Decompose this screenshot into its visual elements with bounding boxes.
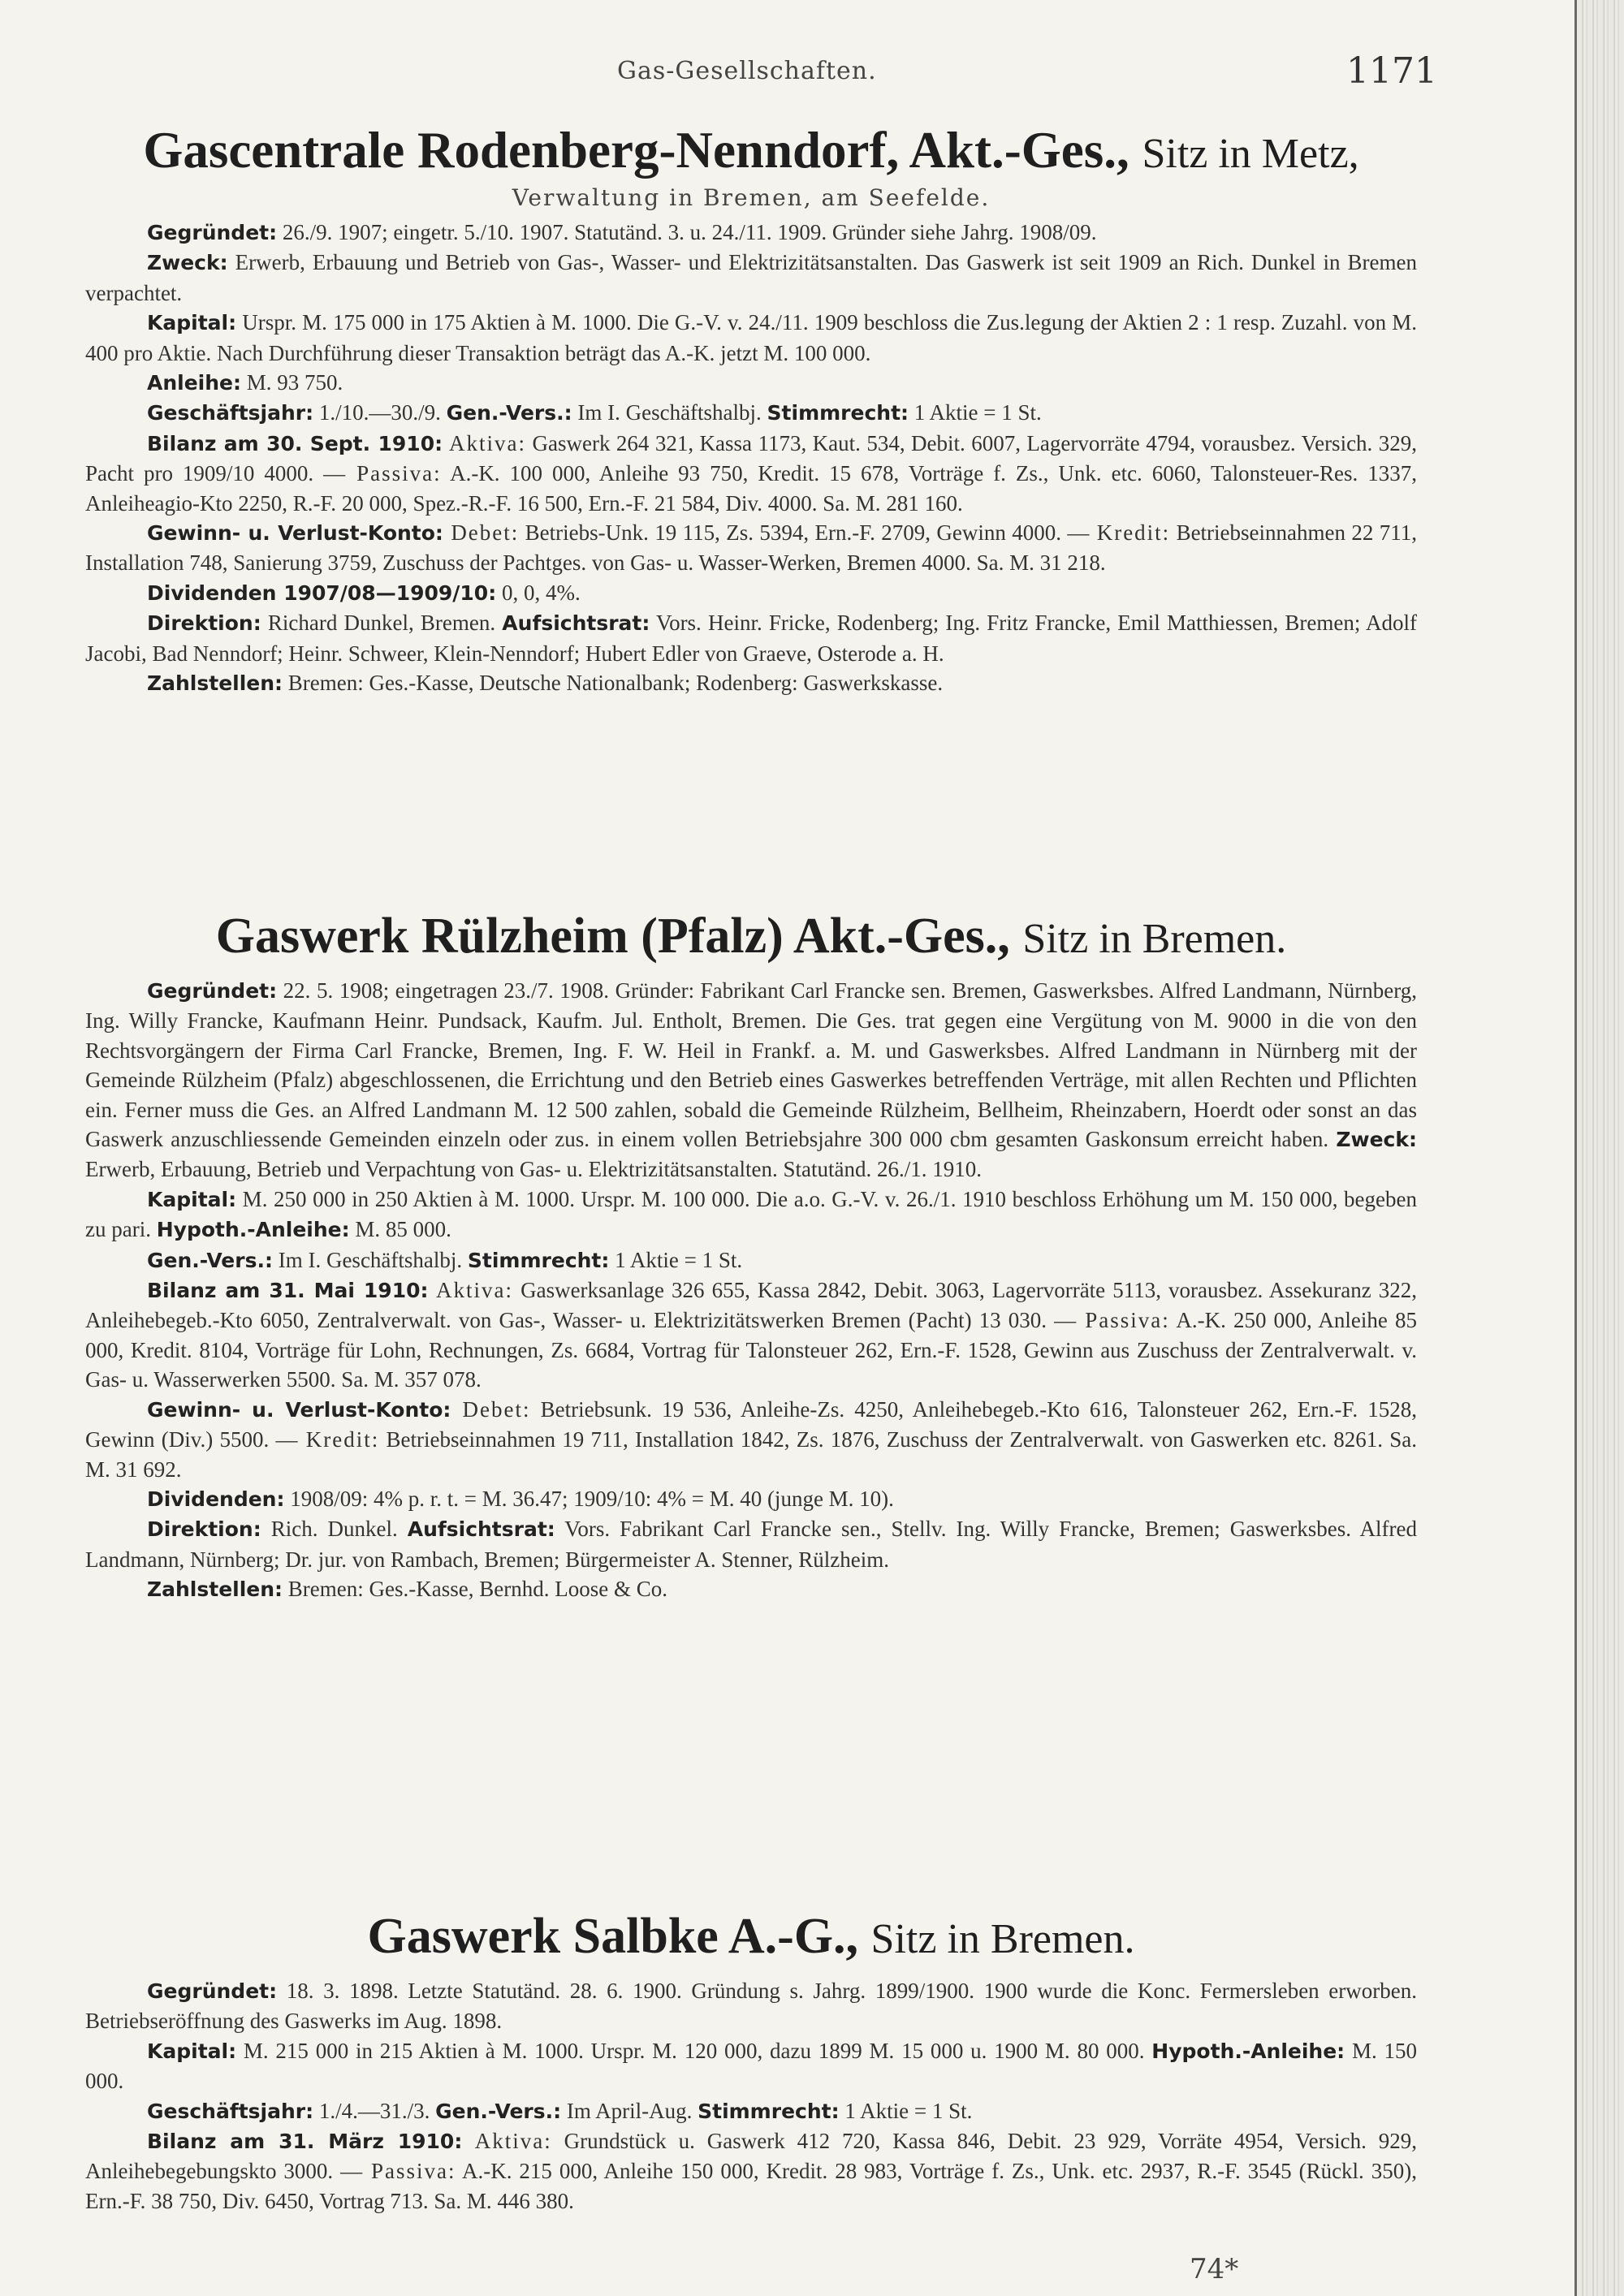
company-seat: Sitz in Metz, — [1142, 131, 1359, 177]
field-text: Rich. Dunkel. — [261, 1517, 408, 1542]
field-text: Betriebsunk. 19 536, Anleihe-Zs. 4250, Anleihebegeb.-Kto 616, Talonsteuer 262, Ern.-F. 1528, Gewinn (Div.) 5500. — — [85, 1396, 1417, 1452]
field-label: Gen.-Vers.: — [446, 401, 572, 425]
field-label: Gen.-Vers.: — [147, 1248, 273, 1272]
field-text: A.-K. 100 000, Anleihe 93 750, Kredit. 15 678, Vorträge f. Zs., Unk. etc. 6060, Talonsteuer-Res. 1337, Anleiheagio-Kto 2250, R.-F. 20 000, Spez.-R.-F. 16 500, Ern.-F. 21 584, Div. 4000. Sa. M. 281 160. — [85, 461, 1417, 516]
entry-paragraph — [85, 2126, 1417, 2216]
entry-paragraph — [85, 2096, 1417, 2126]
field-label: Zweck: — [147, 251, 228, 275]
field-label: Anleihe: — [147, 371, 241, 395]
entry-paragraph — [85, 2036, 1417, 2096]
field-label: Dividenden 1907/08—1909/10: — [147, 580, 497, 605]
field-label: Geschäftsjahr: — [147, 2099, 314, 2123]
entry-paragraph — [85, 1976, 1417, 2036]
spaced-label: Debet: — [451, 1396, 531, 1422]
field-text: 1 Aktie = 1 St. — [909, 400, 1042, 425]
company-entry — [85, 908, 1417, 1605]
spaced-label: Aktiva: — [462, 2129, 552, 2154]
entry-paragraph — [85, 608, 1417, 668]
field-text: Bremen: Ges.-Kasse, Deutsche Nationalbank; Rodenberg: Gaswerkskasse. — [283, 671, 944, 696]
company-seat: Sitz in Bremen. — [870, 1916, 1135, 1962]
entry-paragraph — [85, 398, 1417, 428]
field-text: 1./10.—30./9. — [313, 400, 447, 425]
spaced-label: Aktiva: — [428, 1278, 514, 1303]
company-title — [85, 122, 1417, 183]
entry-body — [85, 1976, 1417, 2216]
field-text: Richard Dunkel, Bremen. — [261, 611, 503, 636]
field-label: Kapital: — [147, 2039, 237, 2063]
company-title — [85, 908, 1417, 968]
entry-paragraph — [85, 1574, 1417, 1604]
company-seat: Sitz in Bremen. — [1022, 916, 1287, 962]
field-text: 1 Aktie = 1 St. — [609, 1247, 743, 1272]
entry-paragraph — [85, 1395, 1417, 1484]
company-name: Gaswerk Rülzheim (Pfalz) Akt.-Ges., — [215, 908, 1010, 964]
field-text: Bremen: Ges.-Kasse, Bernhd. Loose & Co. — [283, 1577, 667, 1602]
field-label: Bilanz am 31. Mai 1910: — [147, 1279, 429, 1303]
field-text: Gaswerksanlage 326 655, Kassa 2842, Debit. 3063, Lagervorräte 5113, vorausbez. Assekuranz 322, Anleihebegeb.-Kto 6050, Zentralverwalt. von Gas-, Wasser- u. Elektrizitätswerken Bremen (Pacht) 13 030. — — [85, 1278, 1417, 1333]
field-text: M. 93 750. — [241, 370, 343, 395]
field-label: Kapital: — [147, 311, 237, 335]
entry-paragraph — [85, 1514, 1417, 1574]
entry-paragraph — [85, 248, 1417, 308]
field-label: Gegründet: — [147, 221, 278, 244]
spaced-label: Aktiva: — [443, 430, 527, 455]
field-label: Gen.-Vers.: — [435, 2099, 562, 2123]
company-title — [85, 1908, 1417, 1968]
book-binding-edge — [1574, 0, 1624, 2296]
field-label: Stimmrecht: — [767, 401, 909, 425]
entry-paragraph — [85, 1245, 1417, 1275]
field-label: Aufsichtsrat: — [407, 1517, 555, 1542]
entry-body — [85, 976, 1417, 1605]
field-label: Aufsichtsrat: — [502, 611, 650, 636]
company-entry — [85, 1908, 1417, 2216]
field-text: 26./9. 1907; eingetr. 5./10. 1907. Statutänd. 3. u. 24./11. 1909. Gründer siehe Jahrg. 1908/09. — [277, 220, 1097, 244]
spaced-label: Passiva: — [345, 461, 442, 486]
spaced-label: Passiva: — [362, 2159, 456, 2184]
field-text: Gaswerk 264 321, Kassa 1173, Kaut. 534, Debit. 6007, Lagervorräte 4794, vorausbez. Versich. 329, Pacht pro 1909/10 4000. — — [85, 430, 1417, 486]
field-text: Im I. Geschäftshalbj. — [272, 1247, 468, 1272]
field-text: M. 215 000 in 215 Aktien à M. 1000. Urspr. M. 120 000, dazu 1899 M. 15 000 u. 1900 M. 80 000. — [236, 2038, 1152, 2063]
field-label: Hypoth.-Anleihe: — [156, 1218, 350, 1242]
field-text: 0, 0, 4%. — [496, 580, 581, 605]
company-name: Gascentrale Rodenberg-Nenndorf, Akt.-Ges., — [143, 122, 1129, 179]
field-text: M. 150 000. — [85, 2038, 1418, 2094]
field-label: Direktion: — [147, 1517, 261, 1542]
entry-paragraph — [85, 1185, 1417, 1245]
spaced-label: Kredit: — [1089, 520, 1171, 546]
field-text: 1908/09: 4% p. r. t. = M. 36.47; 1909/10: 4% = M. 40 (junge M. 10). — [284, 1486, 894, 1511]
field-text: Betriebs-Unk. 19 115, Zs. 5394, Ern.-F. 2709, Gewinn 4000. — — [519, 520, 1090, 546]
entry-paragraph — [85, 429, 1417, 518]
field-text: 1 Aktie = 1 St. — [839, 2098, 973, 2123]
field-label: Zweck: — [1336, 1128, 1417, 1152]
field-text: A.-K. 250 000, Anleihe 85 000, Kredit. 8104, Vorträge für Lohn, Rechnungen, Zs. 6684, Vortrag für Talonsteuer 262, Ern.-F. 1528, Gewinn aus Zuschuss der Zentralverwalt. v. Gas- u. Wasserwerken 5500. Sa. M. 357 078. — [85, 1308, 1417, 1392]
field-text: 22. 5. 1908; eingetragen 23./7. 1908. Gründer: Fabrikant Carl Francke sen. Bremen, Gaswerksbes. Alfred Landmann, Nürnberg, Ing. Willy Francke, Kaufmann Heinr. Pundsack, Kaufm. Jul. Entholt, Bremen. Die Ges. trat gegen eine Vergütung von M. 9000 in die von den Rechtsvorgängern der Firma Carl Francke, Bremen, Ing. F. W. Heil in Frankf. a. M. und Gaswerksbes. Alfred Landmann in Nürnberg mit der Gemeinde Rülzheim (Pfalz) abgeschlossenen, die Errichtung und den Betrieb eines Gaswerkes betreffenden Verträge, mit allen Rechten und Pflichten ein. Ferner muss die Ges. an Alfred Landmann M. 12 500 zahlen, sobald die Gemeinde Rülzheim, Bellheim, Rheinzabern, Hoerdt oder sonst an das Gaswerk anzuschliessende Gemeinden einzeln oder zus. in einem vollen Betriebsjahre 300 000 cbm gesamten Gaskonsum erreicht haben. — [85, 978, 1417, 1152]
field-text: Vors. Heinr. Fricke, Rodenberg; Ing. Fritz Francke, Emil Matthiessen, Bremen; Adolf Jacobi, Bad Nenndorf; Heinr. Schweer, Klein-Nenndorf; Hubert Edler von Graeve, Osterode a. H. — [85, 611, 1417, 666]
entry-paragraph — [85, 1275, 1417, 1395]
field-label: Geschäftsjahr: — [147, 401, 314, 425]
field-label: Zahlstellen: — [147, 1577, 283, 1602]
field-label: Hypoth.-Anleihe: — [1151, 2039, 1345, 2063]
field-text: 1./4.—31./3. — [313, 2098, 436, 2123]
entry-paragraph — [85, 1484, 1417, 1514]
entry-paragraph — [85, 308, 1417, 368]
field-label: Dividenden: — [147, 1487, 285, 1511]
field-text: 18. 3. 1898. Letzte Statutänd. 28. 6. 1900. Gründung s. Jahrg. 1899/1900. 1900 wurde die Konc. Fermersleben erworben. Betriebseröffnung des Gaswerks im Aug. 1898. — [85, 1979, 1417, 2034]
field-label: Gewinn- u. Verlust-Konto: — [147, 521, 443, 546]
company-entry — [85, 122, 1417, 699]
field-text: Betriebseinnahmen 19 711, Installation 1842, Zs. 1876, Zuschuss der Zentralverwalt. von Gaswerken etc. 8261. Sa. M. 31 692. — [85, 1427, 1417, 1482]
spaced-label: Debet: — [443, 520, 520, 546]
field-text: Im April-Aug. — [561, 2098, 698, 2123]
company-name: Gaswerk Salbke A.-G., — [367, 1909, 859, 1964]
field-label: Gegründet: — [147, 979, 278, 1003]
field-text: Grundstück u. Gaswerk 412 720, Kassa 846, Debit. 23 929, Vorräte 4954, Versich. 929, Anleihebegebungskto 3000. — — [85, 2129, 1418, 2184]
field-text: Im I. Geschäftshalbj. — [572, 400, 767, 425]
signature-mark: 74* — [1190, 2253, 1239, 2285]
field-text: Betriebseinnahmen 22 711, Installation 748, Sanierung 3759, Zuschuss der Pachtges. von Gas- u. Wasser-Werken, Bremen 4000. Sa. M. 31 218. — [85, 520, 1417, 576]
entry-paragraph — [85, 518, 1417, 578]
field-text: Erwerb, Erbauung und Betrieb von Gas-, Wasser- und Elektrizitätsanstalten. Das Gaswerk ist seit 1909 an Rich. Dunkel in Bremen verpachtet. — [85, 250, 1417, 305]
field-text: Erwerb, Erbauung, Betrieb und Verpachtung von Gas- u. Elektrizitätsanstalten. Statutänd. 26./1. 1910. — [85, 1157, 982, 1182]
field-label: Stimmrecht: — [698, 2099, 840, 2123]
entry-body — [85, 218, 1417, 699]
spaced-label: Kredit: — [297, 1427, 380, 1452]
field-text: Urspr. M. 175 000 in 175 Aktien à M. 1000. Die G.-V. v. 24./11. 1909 beschloss die Zus.legung der Aktien 2 : 1 resp. Zuzahl. von M. 400 pro Aktie. Nach Durchführung dieser Transaktion beträgt das A.-K. jetzt M. 100 000. — [85, 310, 1417, 365]
running-head: Gas-Gesellschaften. — [617, 57, 877, 85]
field-text: M. 250 000 in 250 Aktien à M. 1000. Urspr. M. 100 000. Die a.o. G.-V. v. 26./1. 1910 beschloss Erhöhung um M. 150 000, begeben zu pari. — [85, 1186, 1417, 1242]
company-subtitle: Verwaltung in Bremen, am Seefelde. — [512, 184, 991, 211]
field-label: Bilanz am 30. Sept. 1910: — [147, 431, 443, 455]
entry-paragraph — [85, 368, 1417, 398]
field-label: Stimmrecht: — [467, 1248, 610, 1272]
field-text: A.-K. 215 000, Anleihe 150 000, Kredit. 28 983, Vorträge f. Zs., Unk. etc. 2937, R.-F. 3545 (Rückl. 350), Ern.-F. 38 750, Div. 6450, Vortrag 713. Sa. M. 446 380. — [85, 2159, 1417, 2213]
entry-paragraph — [85, 578, 1417, 608]
page-number: 1171 — [1346, 50, 1437, 92]
entry-paragraph — [85, 668, 1417, 698]
field-label: Direktion: — [147, 611, 261, 636]
field-label: Gegründet: — [147, 1979, 278, 2003]
field-text: Vors. Fabrikant Carl Francke sen., Stellv. Ing. Willy Francke, Bremen; Gaswerksbes. Alfred Landmann, Nürnberg; Dr. jur. von Rambach, Bremen; Bürgermeister A. Stenner, Rülzheim. — [85, 1517, 1417, 1572]
field-label: Gewinn- u. Verlust-Konto: — [147, 1397, 451, 1422]
field-label: Zahlstellen: — [147, 671, 283, 696]
field-text: M. 85 000. — [349, 1217, 451, 1242]
field-label: Bilanz am 31. März 1910: — [147, 2130, 463, 2154]
entry-paragraph — [85, 218, 1417, 248]
field-label: Kapital: — [147, 1187, 237, 1211]
spaced-label: Passiva: — [1076, 1308, 1170, 1333]
entry-paragraph — [85, 976, 1417, 1185]
